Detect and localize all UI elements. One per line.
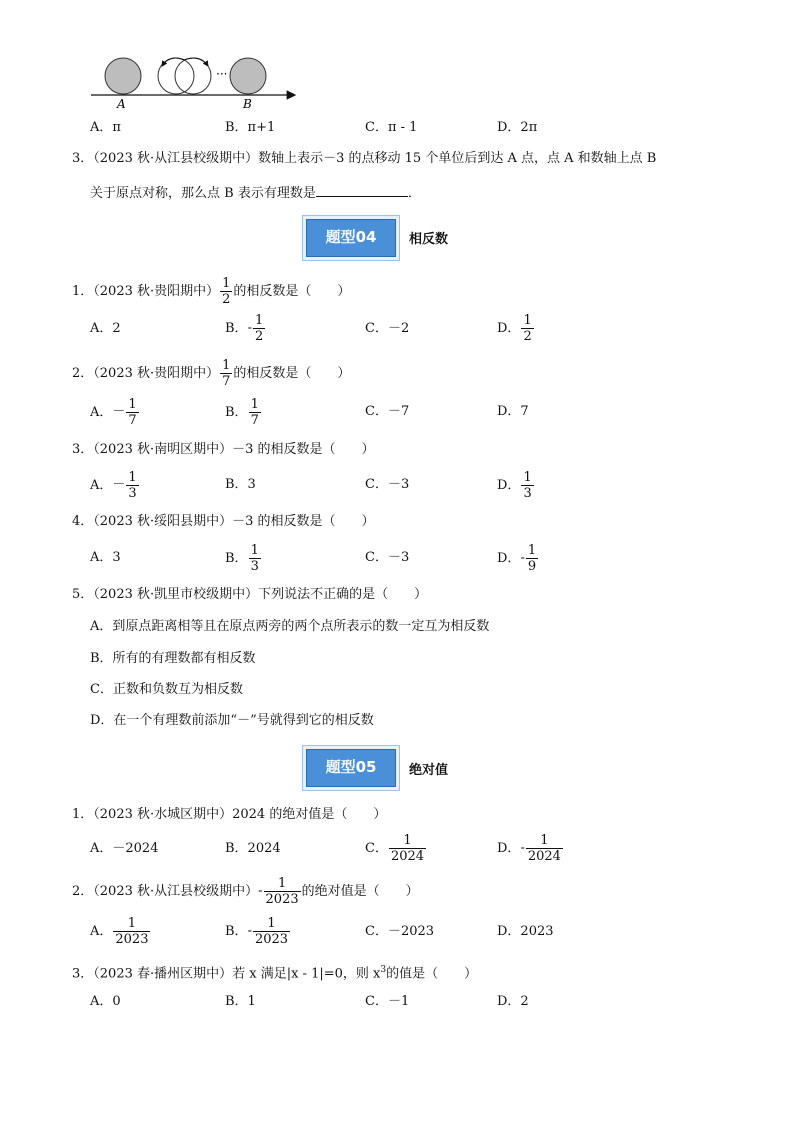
option-a: A．π [90, 120, 121, 135]
option-b: B．3 [225, 477, 256, 492]
option-c: C． $\frac{1}{2024}$ [365, 833, 425, 864]
option-a: A．到原点距离相等且在原点两旁的两个点所表示的数一定互为相反数 [90, 619, 490, 634]
rotation-arrow-left [162, 58, 184, 66]
rolling-circle-figure [88, 52, 303, 110]
option-c: C．－7 [365, 404, 410, 419]
option-d: D．在一个有理数前添加“－”号就得到它的相反数 [90, 713, 374, 728]
option-d: D． $\frac{1}{3}$ [497, 470, 532, 501]
option-c: C．－1 [365, 994, 410, 1009]
answer-blank[interactable] [316, 182, 408, 197]
s05-question-1: 1．（2023 秋·水城区期中）2024 的绝对值是（ ） [72, 807, 387, 822]
option-d: D．2π [497, 120, 538, 135]
option-d: D．- $\frac{1}{9}$ [497, 543, 537, 574]
circle-at-a [105, 58, 141, 94]
label-a: A [117, 97, 126, 110]
section-banner-04: 题型04 [306, 219, 396, 257]
question-3-line1: 3．（2023 秋·从江县校级期中）数轴上表示－3 的点移动 15 个单位后到达 A 点，点 A 和数轴上点 B [72, 151, 657, 166]
option-b: B． $\frac{1}{3}$ [225, 543, 259, 574]
option-b: B．1 [225, 994, 256, 1009]
label-b: B [243, 97, 252, 110]
option-a: A．－ $\frac{1}{3}$ [90, 470, 137, 501]
option-b: B．- $\frac{1}{2023}$ [225, 916, 289, 947]
option-b: B．2024 [225, 841, 281, 856]
option-d: D．2 [497, 994, 529, 1009]
option-c: C．－2023 [365, 924, 435, 939]
s05-question-2: 2．（2023 秋·从江县校级期中）- $\frac{1}{2023}$ 的绝对值是（ ） [72, 876, 419, 907]
s04-question-3: 3．（2023 秋·南明区期中）－3 的相反数是（ ） [72, 442, 375, 457]
option-d: D． $\frac{1}{2}$ [497, 313, 532, 344]
option-a: A．－ $\frac{1}{7}$ [90, 397, 137, 428]
section-label-05: 绝对值 [409, 763, 449, 778]
option-b: B．π+1 [225, 120, 276, 135]
option-b: B． $\frac{1}{7}$ [225, 397, 259, 428]
option-d: D．- $\frac{1}{2024}$ [497, 833, 561, 864]
section-label-04: 相反数 [409, 232, 449, 247]
s05-question-3: 3．（2023 春·播州区期中）若 x 满足|x - 1|=0，则 $x^3$的值是（ ） [72, 965, 478, 982]
option-c: C．正数和负数互为相反数 [90, 682, 243, 697]
option-b: B．所有的有理数都有相反数 [90, 651, 256, 666]
fraction: $\frac{1}{2}$ [222, 276, 231, 307]
option-c: C．－2 [365, 321, 410, 336]
option-a: A．3 [90, 550, 121, 565]
figure-dots: ··· [216, 67, 228, 81]
circle-at-b [230, 58, 266, 94]
option-d: D．2023 [497, 924, 554, 939]
option-a: A．0 [90, 994, 121, 1009]
option-c: C．－3 [365, 477, 410, 492]
s04-question-5: 5．（2023 秋·凯里市校级期中）下列说法不正确的是（ ） [72, 587, 428, 602]
s04-question-2: 2．（2023 秋·贵阳期中） $\frac{1}{7}$ 的相反数是（ ） [72, 358, 351, 389]
option-d: D．7 [497, 404, 529, 419]
s04-question-1: 1．（2023 秋·贵阳期中） $\frac{1}{2}$ 的相反数是（ ） [72, 276, 351, 307]
option-b: B．- $\frac{1}{2}$ [225, 313, 264, 344]
section-banner-05: 题型05 [306, 749, 396, 787]
s04-question-4: 4．（2023 秋·绥阳县期中）－3 的相反数是（ ） [72, 514, 375, 529]
option-c: C．－3 [365, 550, 410, 565]
option-a: A．2 [90, 321, 121, 336]
option-c: C．π - 1 [365, 120, 418, 135]
option-a: A． $\frac{1}{2023}$ [90, 916, 149, 947]
question-3-line2: 关于原点对称，那么点 B 表示有理数是 ． [90, 182, 421, 203]
option-a: A．－2024 [90, 841, 159, 856]
